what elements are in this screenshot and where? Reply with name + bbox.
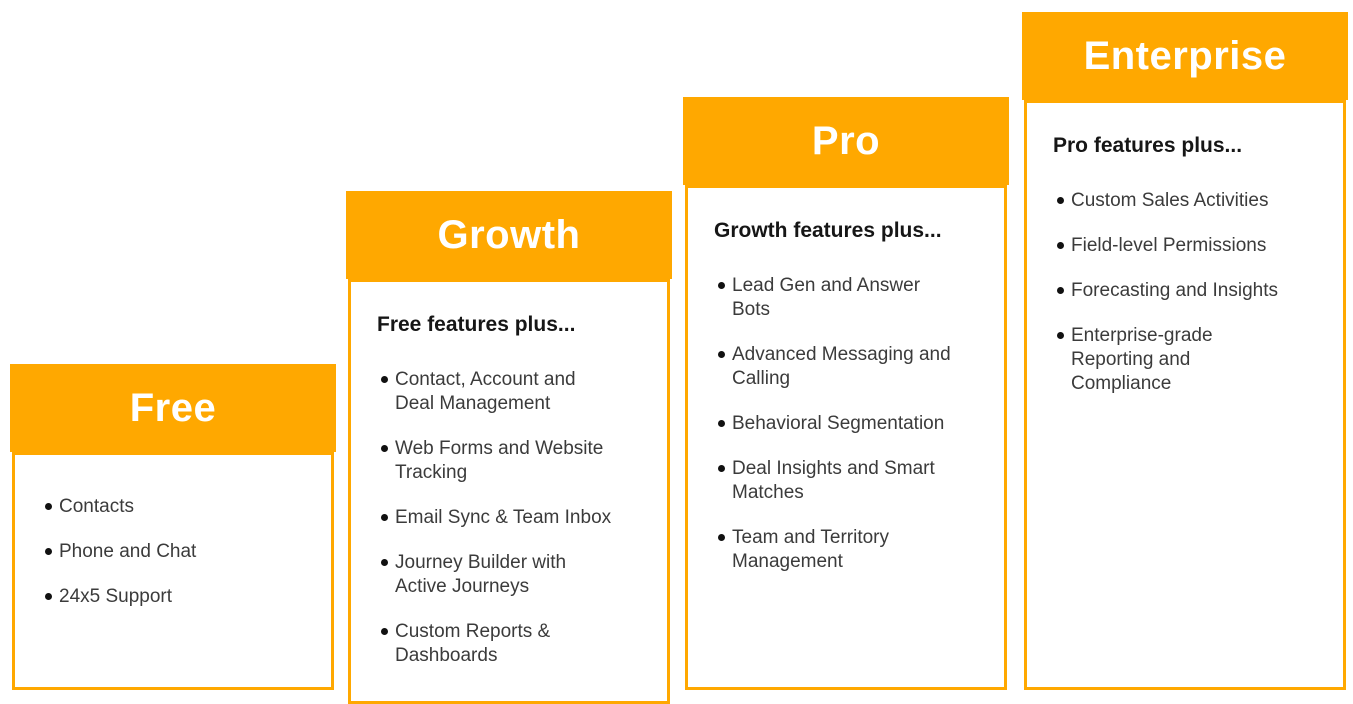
- feature-text: Advanced Messaging and Calling: [732, 344, 951, 389]
- bullet-dot-icon: [718, 351, 725, 358]
- bullet-dot-icon: [381, 559, 388, 566]
- feature-text: Field-level Permissions: [1071, 235, 1267, 256]
- feature-item: [718, 457, 952, 505]
- feature-item: [45, 495, 279, 519]
- feature-item: [1057, 189, 1291, 213]
- feature-item: [381, 437, 615, 485]
- feature-text: Web Forms and Website Tracking: [395, 438, 604, 483]
- tier-header-pro: [683, 97, 1009, 185]
- features-title: Growth features plus...: [714, 219, 942, 242]
- feature-text: Custom Sales Activities: [1071, 190, 1269, 211]
- bullet-dot-icon: [381, 445, 388, 452]
- bullet-dot-icon: [1057, 287, 1064, 294]
- feature-text: Lead Gen and Answer Bots: [732, 275, 921, 320]
- feature-item: [381, 551, 615, 599]
- tier-name: Pro: [811, 118, 881, 163]
- tier-header-enterprise: [1022, 12, 1348, 100]
- tier-name: Free: [129, 385, 217, 430]
- feature-text: Contact, Account and Deal Management: [395, 369, 576, 414]
- feature-text: Deal Insights and Smart Matches: [732, 458, 935, 503]
- tier-body-enterprise: [1024, 100, 1346, 690]
- bullet-dot-icon: [1057, 242, 1064, 249]
- feature-item: [45, 585, 279, 609]
- feature-text: Custom Reports & Dashboards: [395, 621, 551, 666]
- tier-name: Growth: [437, 212, 581, 257]
- feature-list-growth: [381, 368, 647, 668]
- bullet-dot-icon: [381, 628, 388, 635]
- tier-column-enterprise: [1022, 12, 1348, 690]
- bullet-dot-icon: [45, 548, 52, 555]
- feature-text: Phone and Chat: [59, 541, 197, 562]
- tier-column-growth: [346, 191, 672, 690]
- bullet-dot-icon: [45, 503, 52, 510]
- feature-text: 24x5 Support: [59, 586, 173, 607]
- feature-text: Contacts: [59, 496, 134, 517]
- feature-text: Behavioral Segmentation: [732, 413, 945, 434]
- bullet-dot-icon: [1057, 332, 1064, 339]
- bullet-dot-icon: [718, 282, 725, 289]
- feature-list-enterprise: [1057, 189, 1323, 396]
- tier-header-growth: [346, 191, 672, 279]
- feature-item: [718, 343, 952, 391]
- feature-item: [1057, 279, 1291, 303]
- bullet-dot-icon: [718, 420, 725, 427]
- feature-text: Email Sync & Team Inbox: [395, 507, 612, 528]
- bullet-dot-icon: [1057, 197, 1064, 204]
- tier-body-growth: [348, 279, 670, 704]
- feature-item: [718, 526, 952, 574]
- feature-text: Enterprise-grade Reporting and Compliance: [1071, 325, 1213, 394]
- feature-item: [1057, 324, 1291, 396]
- feature-item: [45, 540, 279, 564]
- tier-body-pro: [685, 185, 1007, 690]
- tier-body-free: [12, 452, 334, 690]
- feature-text: Journey Builder with Active Journeys: [395, 552, 567, 597]
- feature-text: Team and Territory Management: [732, 527, 889, 572]
- features-title: Free features plus...: [377, 313, 576, 336]
- bullet-dot-icon: [381, 514, 388, 521]
- feature-list-pro: [718, 274, 984, 574]
- tier-header-free: [10, 364, 336, 452]
- feature-item: [381, 368, 615, 416]
- tier-name: Enterprise: [1083, 33, 1287, 78]
- features-title: Pro features plus...: [1053, 134, 1243, 157]
- bullet-dot-icon: [718, 465, 725, 472]
- bullet-dot-icon: [718, 534, 725, 541]
- bullet-dot-icon: [381, 376, 388, 383]
- tier-column-pro: [683, 97, 1009, 690]
- feature-item: [381, 620, 615, 668]
- feature-text: Forecasting and Insights: [1071, 280, 1279, 301]
- feature-item: [718, 412, 952, 436]
- feature-item: [1057, 234, 1291, 258]
- feature-item: [718, 274, 952, 322]
- feature-item: [381, 506, 615, 530]
- feature-list-free: [45, 495, 311, 609]
- tier-column-free: [10, 364, 336, 690]
- bullet-dot-icon: [45, 593, 52, 600]
